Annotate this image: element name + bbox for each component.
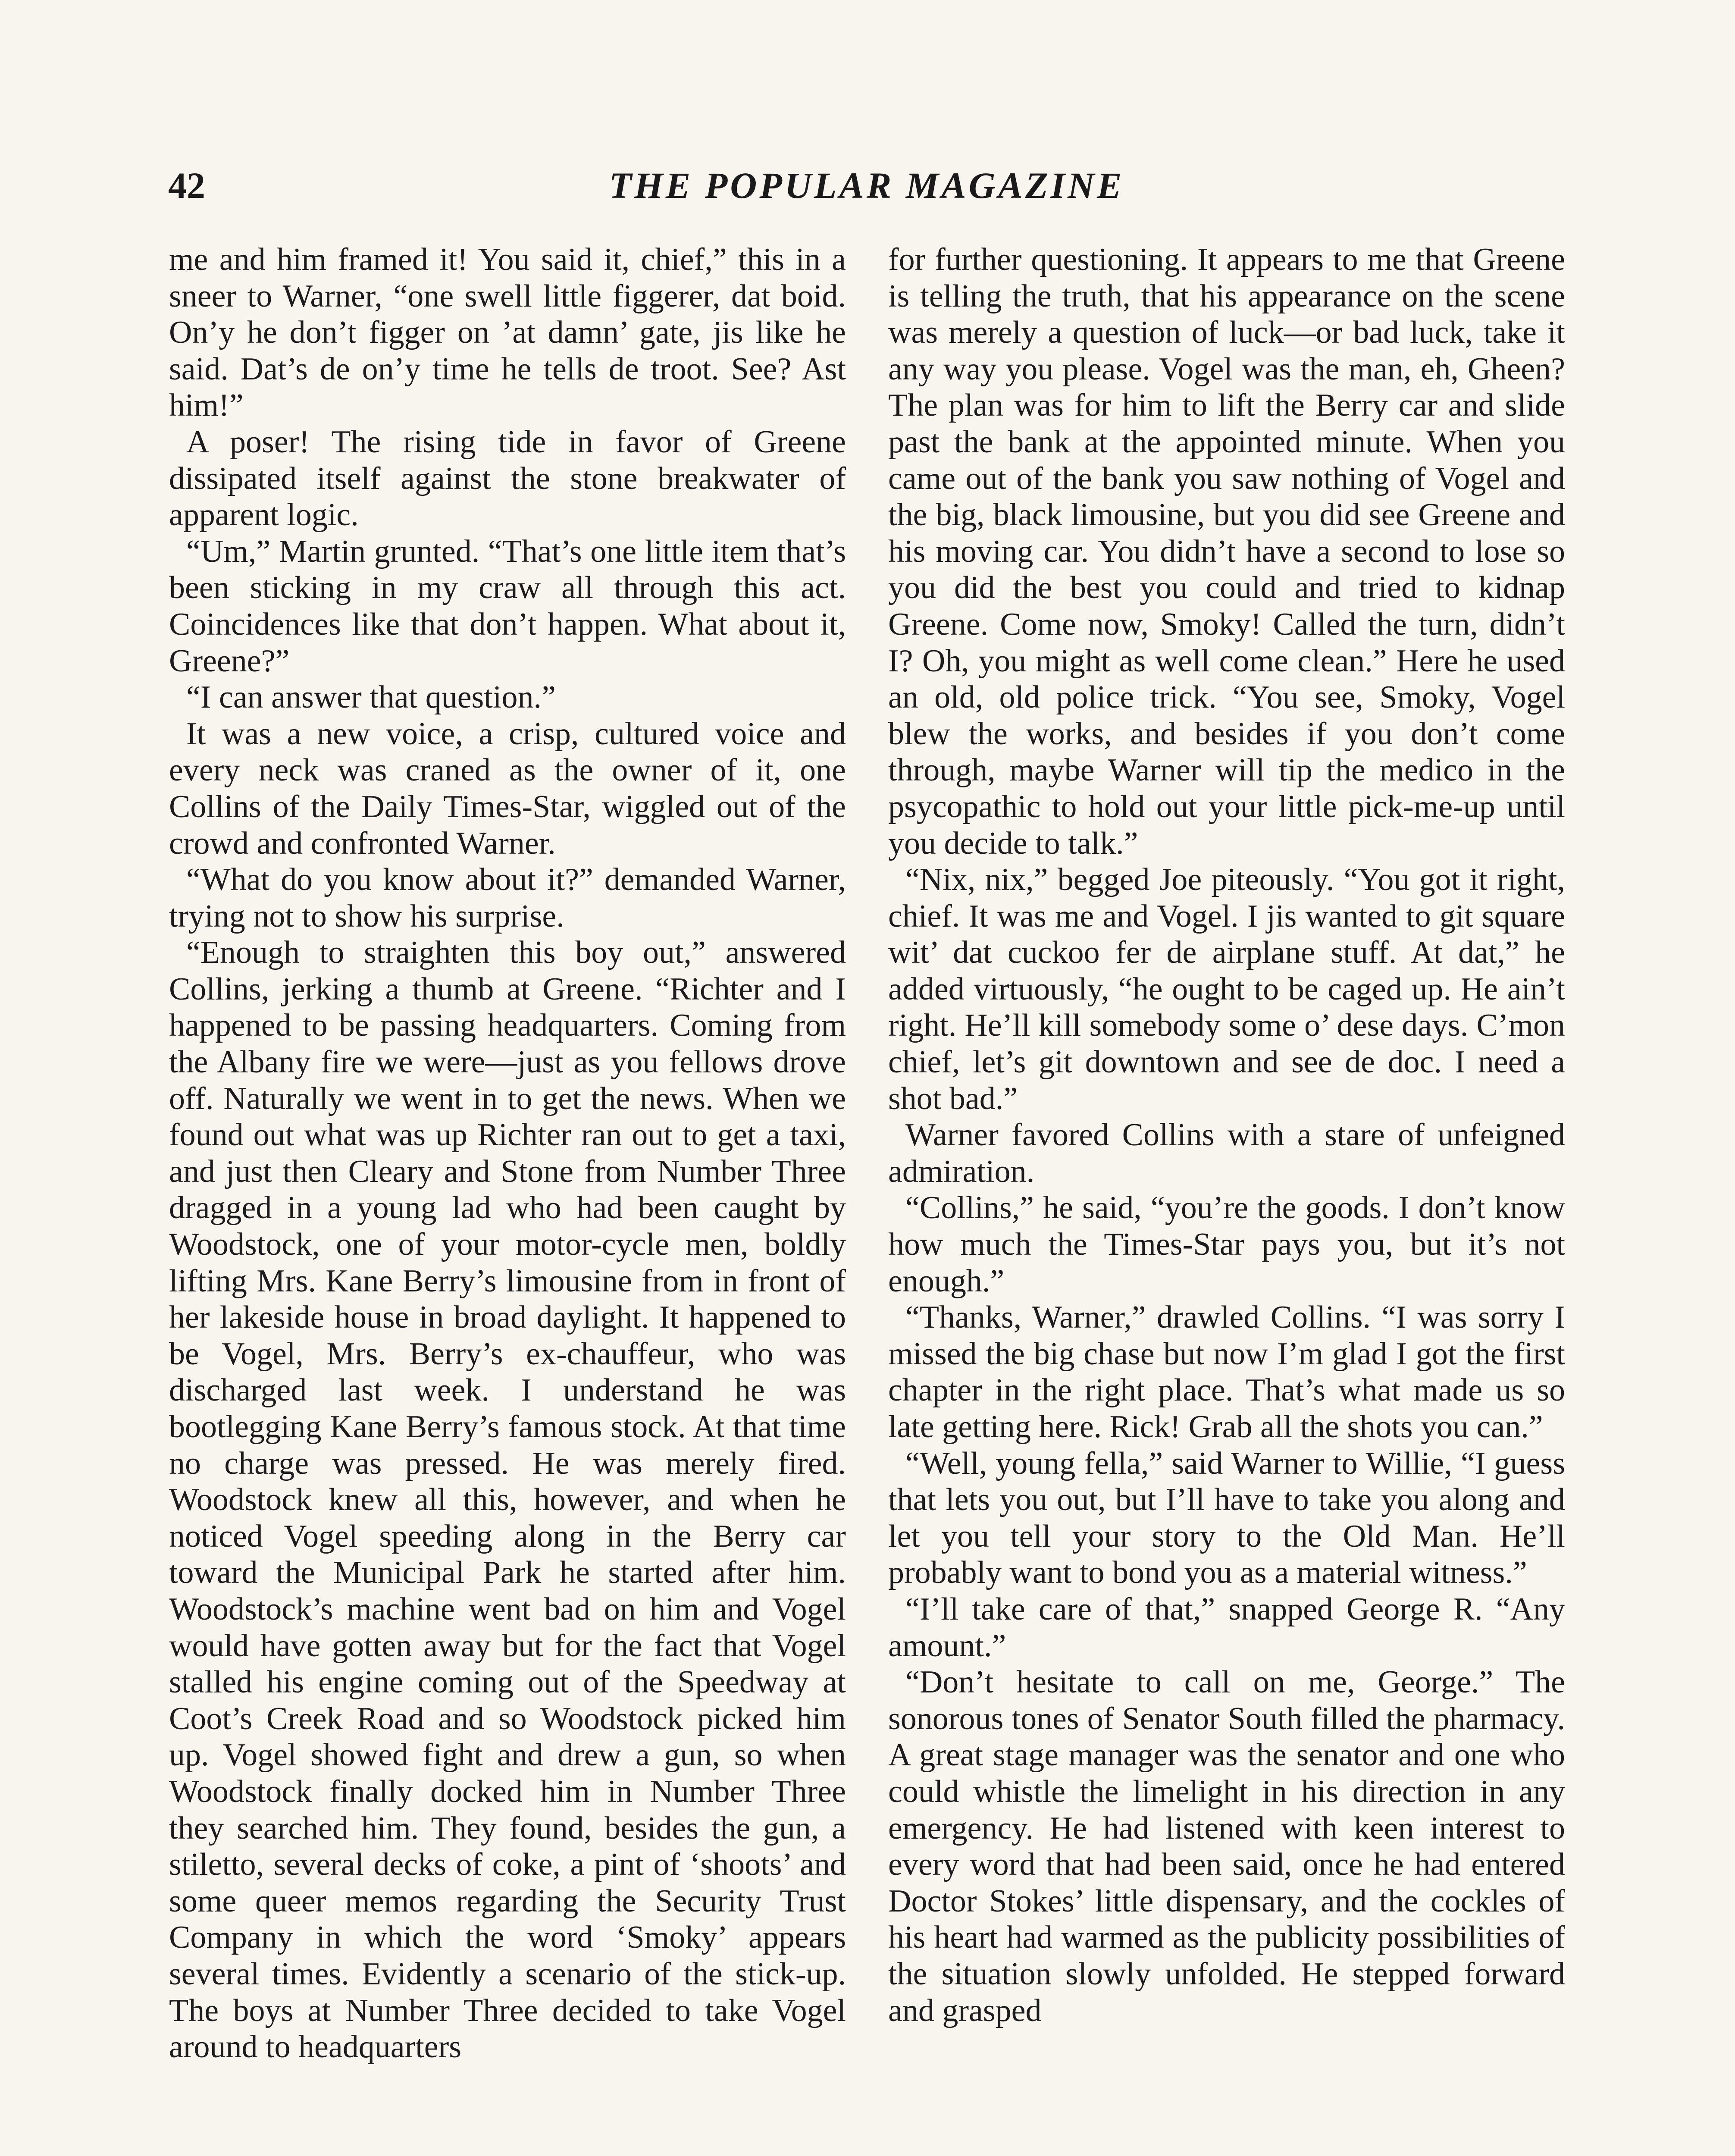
paragraph: “Well, young fella,” said Warner to Willie, “I guess that lets you out, but I’ll have to take you along and let you tell your story to the Old Man. He’ll probably want to bond you as a material witness.” (888, 1445, 1565, 1591)
paragraph: A poser! The rising tide in favor of Greene dissipated itself against the stone breakwater of apparent logic. (169, 424, 846, 533)
running-head: THE POPULAR MAGAZINE (609, 165, 1124, 206)
paragraph: “I can answer that question.” (186, 680, 556, 715)
paragraph: “Nix, nix,” begged Joe piteously. “You got it right, chief. It was me and Vogel. I jis wanted to git square wit’ dat cuckoo fer de airplane stuff. At dat,” he added virtuously, “he ought to be caged up. He ain’t right. He’ll kill somebody some o’ dese days. C’mon chief, let’s git downtown and see de doc. I need a shot bad.” (888, 862, 1565, 1116)
paragraph: “What do you know about it?” demanded Warner, trying not to show his surprise. (169, 862, 846, 934)
paragraph: “Don’t hesitate to call on me, George.” The sonorous tones of Senator South filled the pharmacy. A great stage manager was the senator and one who could whistle the limelight in his direction in any emergency. He had listened with keen interest to every word that had been said, once he had entered Doctor Stokes’ little dispensary, and the cockles of his heart had warmed as the publicity possibilities of the situation slowly unfolded. He stepped forward and grasped (888, 1664, 1565, 2028)
paragraph: Warner favored Collins with a stare of unfeigned admiration. (888, 1117, 1565, 1189)
paragraph: “Um,” Martin grunted. “That’s one little item that’s been sticking in my craw all through this act. Coincidences like that don’t happen. What about it, Greene?” (169, 533, 846, 679)
paragraph: It was a new voice, a crisp, cultured voice and every neck was craned as the owner of it, one Collins of the Daily Times-Star, wiggled out of the crowd and confronted Warner. (169, 716, 846, 861)
paragraph: “Collins,” he said, “you’re the goods. I don’t know how much the Times-Star pays you, but it’s not enough.” (888, 1190, 1565, 1299)
paragraph: “Enough to straighten this boy out,” answered Collins, jerking a thumb at Greene. “Richter and I happened to be passing headquarters. Coming from the Albany fire we were—just as you fellows drove off. Naturally we went in to get the news. When we found out what was up Richter ran out to get a taxi, and just then Cleary and Stone from Number Three dragged in a young lad who had been caught by Woodstock, one of your motor-cycle men, boldly lifting Mrs. Kane Berry’s limousine from in front of her lakeside house in broad daylight. It happened to be Vogel, Mrs. Berry’s ex-chauffeur, who was discharged last week. I understand he was bootlegging Kane Berry’s famous stock. At that time no charge was pressed. He was merely fired. Woodstock knew all this, however, and when he noticed Vogel speeding along in the Berry car toward the Municipal Park he started after him. Woodstock’s machine went bad on him and Vogel would have gotten away but for the fact that Vogel stalled his engine coming out of the Speedway at Coot’s Creek Road and so Woodstock picked him up. Vogel showed fight and drew a gun, so when Woodstock finally docked him in Number Three they searched him. They found, besides the gun, a stiletto, several decks of coke, a pint of ‘shoots’ and some queer memos regarding the Security Trust Company in which the word ‘Smoky’ appears several times. Evidently a scenario of the stick-up. The boys at Number Three decided to take Vogel around to headquarters (169, 935, 846, 2065)
right-column (888, 241, 1565, 2029)
left-column (169, 241, 846, 2065)
paragraph: for further questioning. It appears to me that Greene is telling the truth, that his appearance on the scene was merely a question of luck—or bad luck, take it any way you please. Vogel was the man, eh, Gheen? The plan was for him to lift the Berry car and slide past the bank at the appointed minute. When you came out of the bank you saw nothing of Vogel and the big, black limousine, but you did see Greene and his moving car. You didn’t have a second to lose so you did the best you could and tried to kidnap Greene. Come now, Smoky! Called the turn, didn’t I? Oh, you might as well come clean.” Here he used an old, old police trick. “You see, Smoky, Vogel blew the works, and besides if you don’t come through, maybe Warner will tip the medico in the psycopathic to hold out your little pick-me-up until you decide to talk.” (888, 242, 1565, 861)
paragraph: “Thanks, Warner,” drawled Collins. “I was sorry I missed the big chase but now I’m glad I got the first chapter in the right place. That’s what made us so late getting here. Rick! Grab all the shots you can.” (888, 1300, 1565, 1445)
page-header (168, 164, 1565, 216)
page-number: 42 (168, 165, 205, 206)
paragraph: “I’ll take care of that,” snapped George R. “Any amount.” (888, 1591, 1565, 1664)
paragraph: me and him framed it! You said it, chief,” this in a sneer to Warner, “one swell little figgerer, dat boid. On’y he don’t figger on ’at damn’ gate, jis like he said. Dat’s de on’y time he tells de troot. See? Ast him!” (169, 242, 846, 423)
